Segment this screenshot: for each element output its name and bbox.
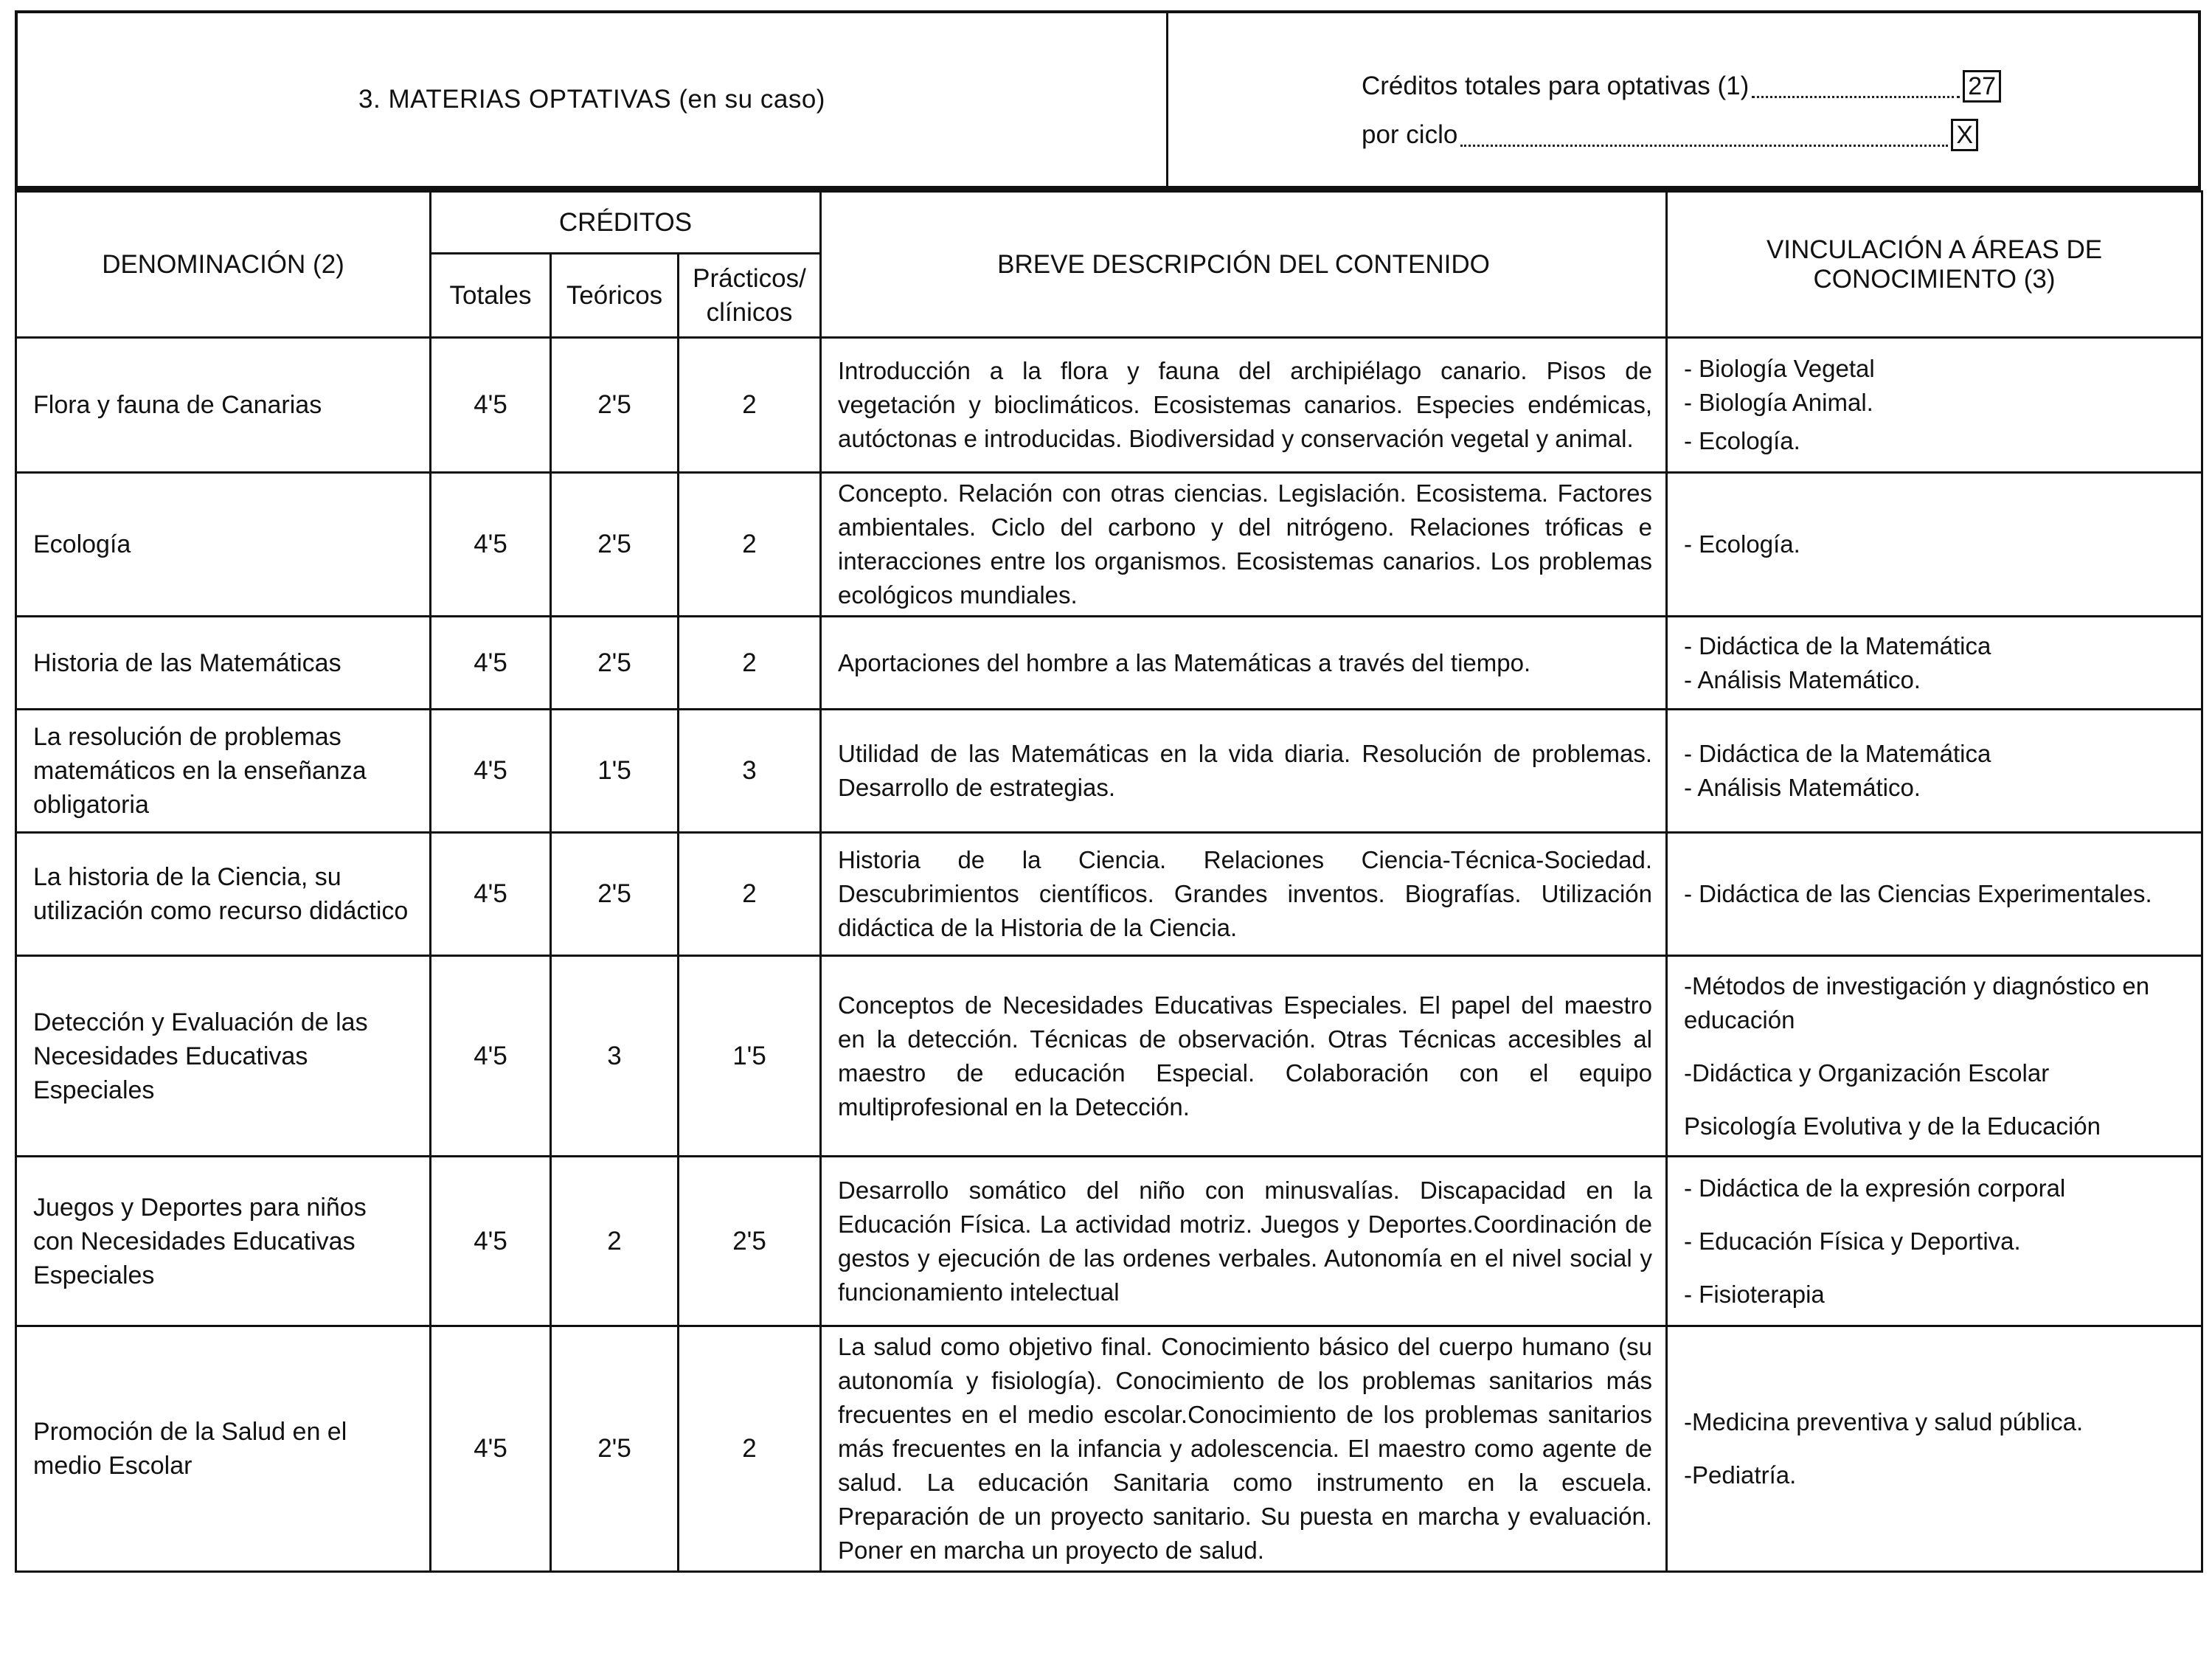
- col-header-denominacion: DENOMINACIÓN (2): [16, 192, 431, 338]
- area-item: - Didáctica de la Matemática: [1684, 740, 1991, 767]
- credits-teoricos: 2: [551, 1157, 679, 1326]
- area-item: -Métodos de investigación y diagnóstico en educación: [1684, 971, 2150, 1033]
- credits-teoricos: 2'5: [551, 617, 679, 710]
- content-description: Desarrollo somático del niño con minusvalías. Discapacidad en la Educación Física. La actividad motriz. Juegos y Deportes.Coordinación de gestos y ejecución de las ordenes verbales. Autonomía en el nivel social y funcionamiento intelectual: [821, 1157, 1667, 1326]
- subject-name: La resolución de problemas matemáticos en la enseñanza obligatoria: [16, 710, 431, 833]
- subject-name: Ecología: [16, 473, 431, 617]
- credits-teoricos: 1'5: [551, 710, 679, 833]
- credits-totales: 4'5: [431, 833, 551, 956]
- content-description: Introducción a la flora y fauna del archipiélago canario. Pisos de vegetación y bioclimáticos. Ecosistemas canarios. Especies endémicas, autóctonas e introducidas. Biodiversidad y conservación vegetal y animal.: [821, 338, 1667, 473]
- area-item: - Didáctica de la Matemática: [1684, 631, 1991, 659]
- cycle-label: por ciclo: [1362, 120, 1458, 149]
- credits-teoricos: 2'5: [551, 833, 679, 956]
- area-item: -Didáctica y Organización Escolar: [1684, 1059, 2050, 1087]
- content-description: Aportaciones del hombre a las Matemáticas a través del tiempo.: [821, 617, 1667, 710]
- credits-practicos: 2'5: [679, 1157, 821, 1326]
- dotted-leader: [1752, 96, 1960, 98]
- credits-teoricos: 3: [551, 956, 679, 1157]
- area-item: - Biología Vegetal: [1684, 355, 1875, 382]
- table-row: [16, 338, 2202, 473]
- area-item: - Ecología.: [1684, 530, 1800, 558]
- credits-practicos: 2: [679, 338, 821, 473]
- credits-practicos: 3: [679, 710, 821, 833]
- knowledge-areas: [1667, 833, 2202, 956]
- table-row: [16, 1326, 2202, 1572]
- area-item: - Educación Física y Deportiva.: [1684, 1227, 2021, 1255]
- knowledge-areas: [1667, 1157, 2202, 1326]
- credits-totales: 4'5: [431, 338, 551, 473]
- subject-name: Promoción de la Salud en el medio Escolar: [16, 1326, 431, 1572]
- area-item: - Ecología.: [1684, 427, 1800, 454]
- table-row: [16, 710, 2202, 833]
- area-item: - Didáctica de las Ciencias Experimentales.: [1684, 880, 2152, 907]
- credits-summary: [1362, 62, 2001, 159]
- knowledge-areas: [1667, 1326, 2202, 1572]
- knowledge-areas: [1667, 338, 2202, 473]
- credits-teoricos: 2'5: [551, 1326, 679, 1572]
- cycle-value: X: [1951, 119, 1978, 151]
- credits-practicos: 2: [679, 1326, 821, 1572]
- knowledge-areas: [1667, 710, 2202, 833]
- knowledge-areas: [1667, 956, 2202, 1157]
- area-item: - Análisis Matemático.: [1684, 665, 1921, 693]
- table-row: [16, 617, 2202, 710]
- area-item: -Pediatría.: [1684, 1461, 1797, 1489]
- area-item: - Biología Animal.: [1684, 389, 1873, 416]
- table-row: [16, 956, 2202, 1157]
- subject-name: Historia de las Matemáticas: [16, 617, 431, 710]
- credits-totales: 4'5: [431, 956, 551, 1157]
- table-row: [16, 473, 2202, 617]
- total-credits-line: [1362, 62, 2001, 111]
- area-item: Psicología Evolutiva y de la Educación: [1684, 1112, 2101, 1140]
- subject-name: La historia de la Ciencia, su utilización como recurso didáctico: [16, 833, 431, 956]
- knowledge-areas: [1667, 617, 2202, 710]
- total-credits-value: 27: [1963, 70, 2001, 103]
- credits-teoricos: 2'5: [551, 473, 679, 617]
- total-credits-label: Créditos totales para optativas (1): [1362, 72, 1750, 100]
- content-description: Concepto. Relación con otras ciencias. Legislación. Ecosistema. Factores ambientales. Ciclo del carbono y del nitrógeno. Relaciones tróficas e interacciones entre los organismos. Ecosistemas canarios. Los problemas ecológicos mundiales.: [821, 473, 1667, 617]
- subjects-table: [15, 190, 2203, 1573]
- content-description: Historia de la Ciencia. Relaciones Ciencia-Técnica-Sociedad. Descubrimientos científicos. Grandes inventos. Biografías. Utilización didáctica de la Historia de la Ciencia.: [821, 833, 1667, 956]
- subject-name: Juegos y Deportes para niños con Necesidades Educativas Especiales: [16, 1157, 431, 1326]
- area-item: - Didáctica de la expresión corporal: [1684, 1174, 2066, 1202]
- subject-name: Detección y Evaluación de las Necesidades Educativas Especiales: [16, 956, 431, 1157]
- col-header-totales: Totales: [431, 254, 551, 338]
- col-header-creditos: CRÉDITOS: [431, 192, 821, 254]
- col-header-vinculacion: VINCULACIÓN A ÁREAS DE CONOCIMIENTO (3): [1667, 192, 2202, 338]
- credits-totales: 4'5: [431, 617, 551, 710]
- content-description: Conceptos de Necesidades Educativas Especiales. El papel del maestro en la detección. Técnicas de observación. Otras Técnicas accesibles al maestro de educación Especial. Colaboración con el equipo multiprofesional en la Detección.: [821, 956, 1667, 1157]
- credits-totales: 4'5: [431, 473, 551, 617]
- page-title: 3. MATERIAS OPTATIVAS (en su caso): [358, 85, 825, 114]
- content-description: Utilidad de las Matemáticas en la vida diaria. Resolución de problemas. Desarrollo de estrategias.: [821, 710, 1667, 833]
- header-divider: [1166, 13, 1168, 186]
- col-header-practicos: Prácticos/ clínicos: [679, 254, 821, 338]
- credits-practicos: 1'5: [679, 956, 821, 1157]
- credits-practicos: 2: [679, 473, 821, 617]
- area-item: - Fisioterapia: [1684, 1280, 1825, 1308]
- area-item: - Análisis Matemático.: [1684, 774, 1921, 801]
- table-row: [16, 833, 2202, 956]
- col-header-teoricos: Teóricos: [551, 254, 679, 338]
- credits-totales: 4'5: [431, 1326, 551, 1572]
- header-box: [15, 10, 2201, 190]
- col-header-descripcion: BREVE DESCRIPCIÓN DEL CONTENIDO: [821, 192, 1667, 338]
- subject-name: Flora y fauna de Canarias: [16, 338, 431, 473]
- area-item: -Medicina preventiva y salud pública.: [1684, 1408, 2084, 1435]
- dotted-leader: [1460, 145, 1948, 147]
- credits-practicos: 2: [679, 617, 821, 710]
- knowledge-areas: [1667, 473, 2202, 617]
- credits-practicos: 2: [679, 833, 821, 956]
- table-row: [16, 1157, 2202, 1326]
- cycle-line: [1362, 111, 2001, 159]
- content-description: La salud como objetivo final. Conocimiento básico del cuerpo humano (su autonomía y fisiología). Conocimiento de los problemas sanitarios más frecuentes en el medio escolar.Conocimiento de los problemas sanitarios más frecuentes en la infancia y adolescencia. El maestro como agente de salud. La educación Sanitaria como instrumento en la escuela. Preparación de un proyecto sanitario. Su puesta en marcha y evaluación. Poner en marcha un proyecto de salud.: [821, 1326, 1667, 1572]
- credits-totales: 4'5: [431, 1157, 551, 1326]
- credits-totales: 4'5: [431, 710, 551, 833]
- credits-teoricos: 2'5: [551, 338, 679, 473]
